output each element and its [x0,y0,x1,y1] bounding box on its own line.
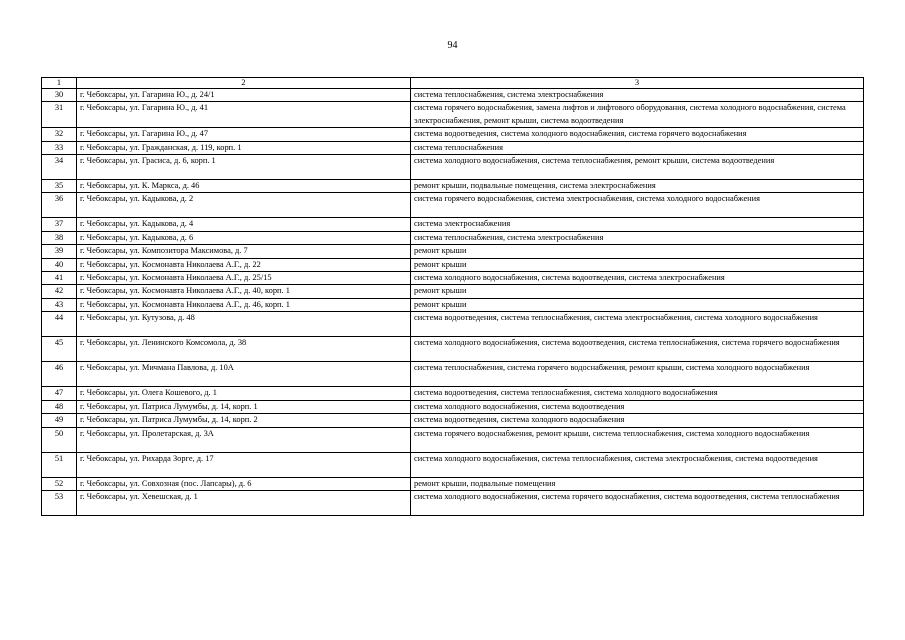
row-number: 49 [42,414,77,427]
row-number: 38 [42,231,77,244]
address-systems-table [41,77,864,516]
row-systems: ремонт крыши, подвальные помещения, система электроснабжения [411,180,864,193]
header-row [42,78,864,89]
table-row [42,155,864,180]
table-row [42,387,864,400]
row-address: г. Чебоксары, ул. Кадыкова, д. 6 [77,231,411,244]
row-address: г. Чебоксары, ул. К. Маркса, д. 46 [77,180,411,193]
row-address: г. Чебоксары, ул. Рихарда Зорге, д. 17 [77,452,411,477]
row-number: 39 [42,245,77,258]
row-address: г. Чебоксары, ул. Совхозная (пос. Лапсары), д. 6 [77,477,411,490]
row-systems: ремонт крыши [411,298,864,311]
row-systems: система теплоснабжения, система горячего водоснабжения, ремонт крыши, система холодного водоснабжения [411,362,864,387]
row-systems: система горячего водоснабжения, ремонт крыши, система теплоснабжения, система холодного водоснабжения [411,427,864,452]
row-number: 47 [42,387,77,400]
row-systems: ремонт крыши [411,258,864,271]
row-systems: система водоотведения, система теплоснабжения, система холодного водоснабжения [411,387,864,400]
table-row [42,312,864,337]
row-number: 35 [42,180,77,193]
row-systems: система водоотведения, система холодного водоснабжения [411,414,864,427]
row-address: г. Чебоксары, ул. Кадыкова, д. 2 [77,193,411,218]
row-systems: система теплоснабжения [411,141,864,154]
row-systems: система холодного водоснабжения, система водоотведения, система электроснабжения [411,272,864,285]
row-systems: система холодного водоснабжения, система водоотведения, система теплоснабжения, система горячего водоснабжения [411,337,864,362]
row-systems: система холодного водоснабжения, система теплоснабжения, система электроснабжения, система водоотведения [411,452,864,477]
row-address: г. Чебоксары, ул. Кутузова, д. 48 [77,312,411,337]
row-number: 32 [42,128,77,141]
row-number: 31 [42,102,77,128]
table-row [42,337,864,362]
table-row [42,362,864,387]
row-systems: система холодного водоснабжения, система горячего водоснабжения, система водоотведения, система теплоснабжения [411,490,864,515]
table-row [42,285,864,298]
table-row [42,180,864,193]
table-row [42,298,864,311]
row-number: 53 [42,490,77,515]
table-row [42,231,864,244]
row-number: 44 [42,312,77,337]
table-row [42,452,864,477]
row-address: г. Чебоксары, ул. Хевешская, д. 1 [77,490,411,515]
row-number: 50 [42,427,77,452]
row-systems: система электроснабжения [411,218,864,231]
row-number: 42 [42,285,77,298]
table-row [42,128,864,141]
row-systems: система горячего водоснабжения, замена лифтов и лифтового оборудования, система холодного водоснабжения, система электроснабжения, ремонт крыши, система водоотведения [411,102,864,128]
table-row [42,490,864,515]
row-address: г. Чебоксары, ул. Космонавта Николаева А.Г., д. 46, корп. 1 [77,298,411,311]
row-address: г. Чебоксары, ул. Патриса Лумумбы, д. 14, корп. 1 [77,400,411,413]
row-address: г. Чебоксары, ул. Ленинского Комсомола, д. 38 [77,337,411,362]
row-address: г. Чебоксары, ул. Космонавта Николаева А.Г., д. 40, корп. 1 [77,285,411,298]
row-address: г. Чебоксары, ул. Олега Кошевого, д. 1 [77,387,411,400]
row-address: г. Чебоксары, ул. Гагарина Ю., д. 24/1 [77,89,411,102]
row-systems: система теплоснабжения, система электроснабжения [411,231,864,244]
page-number: 94 [447,40,458,51]
table-row [42,141,864,154]
column-header-address: 2 [77,78,411,89]
row-address: г. Чебоксары, ул. Гражданская, д. 119, корп. 1 [77,141,411,154]
row-number: 30 [42,89,77,102]
row-address: г. Чебоксары, ул. Гагарина Ю., д. 47 [77,128,411,141]
table-row [42,89,864,102]
row-number: 40 [42,258,77,271]
row-systems: ремонт крыши [411,285,864,298]
row-number: 33 [42,141,77,154]
table-row [42,258,864,271]
row-systems: ремонт крыши [411,245,864,258]
row-systems: система теплоснабжения, система электроснабжения [411,89,864,102]
row-address: г. Чебоксары, ул. Мичмана Павлова, д. 10А [77,362,411,387]
row-systems: ремонт крыши, подвальные помещения [411,477,864,490]
table-row [42,477,864,490]
row-number: 41 [42,272,77,285]
table-row [42,272,864,285]
row-address: г. Чебоксары, ул. Кадыкова, д. 4 [77,218,411,231]
row-address: г. Чебоксары, ул. Композитора Максимова, д. 7 [77,245,411,258]
row-systems: система водоотведения, система теплоснабжения, система электроснабжения, система холодного водоснабжения [411,312,864,337]
row-address: г. Чебоксары, ул. Космонавта Николаева А.Г., д. 22 [77,258,411,271]
column-header-number: 1 [42,78,77,89]
row-number: 45 [42,337,77,362]
row-systems: система холодного водоснабжения, система водоотведения [411,400,864,413]
row-number: 36 [42,193,77,218]
table-row [42,218,864,231]
row-number: 48 [42,400,77,413]
row-address: г. Чебоксары, ул. Гагарина Ю., д. 41 [77,102,411,128]
column-header-systems: 3 [411,78,864,89]
table-row [42,102,864,128]
row-address: г. Чебоксары, ул. Пролетарская, д. 3А [77,427,411,452]
table-row [42,414,864,427]
table-row [42,245,864,258]
table-row [42,193,864,218]
row-systems: система водоотведения, система холодного водоснабжения, система горячего водоснабжения [411,128,864,141]
table-row [42,427,864,452]
row-number: 52 [42,477,77,490]
row-number: 46 [42,362,77,387]
row-number: 43 [42,298,77,311]
row-systems: система холодного водоснабжения, система теплоснабжения, ремонт крыши, система водоотведения [411,155,864,180]
row-number: 51 [42,452,77,477]
row-address: г. Чебоксары, ул. Космонавта Николаева А.Г., д. 25/15 [77,272,411,285]
row-number: 37 [42,218,77,231]
row-address: г. Чебоксары, ул. Грасиса, д. 6, корп. 1 [77,155,411,180]
table-body [42,89,864,516]
row-number: 34 [42,155,77,180]
row-address: г. Чебоксары, ул. Патриса Лумумбы, д. 14, корп. 2 [77,414,411,427]
table-row [42,400,864,413]
row-systems: система горячего водоснабжения, система электроснабжения, система холодного водоснабжения [411,193,864,218]
